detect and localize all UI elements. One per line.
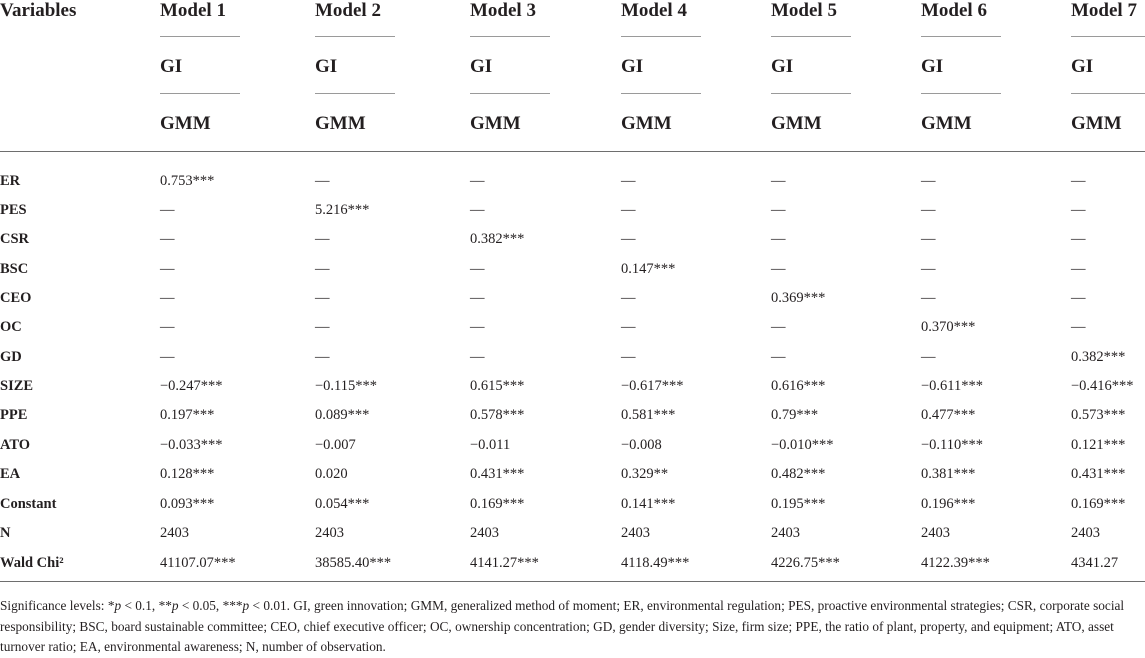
table-row [0, 170, 1145, 199]
table-row [0, 463, 1145, 492]
table-cell: 0.329** [621, 466, 669, 482]
header-divider [470, 36, 550, 37]
table-cell: 0.128*** [160, 466, 215, 482]
table-cell: — [470, 261, 485, 277]
footnote-text: < 0.05, [178, 598, 223, 613]
table-cell: — [1071, 231, 1086, 247]
table-cell: — [1071, 319, 1086, 335]
table-cell: 0.615*** [470, 378, 525, 394]
table-row [0, 258, 1145, 287]
table-footnote [0, 596, 1145, 658]
table-cell: 4118.49*** [621, 555, 690, 571]
table-cell: — [315, 231, 330, 247]
table-cell: — [921, 231, 936, 247]
table-cell: 0.197*** [160, 407, 215, 423]
table-cell: −0.115*** [315, 378, 378, 394]
footnote-symbol: ** [158, 598, 172, 613]
table-row [0, 375, 1145, 404]
table-cell: 0.753*** [160, 173, 215, 189]
table-cell: 0.382*** [470, 231, 525, 247]
header-divider [1071, 36, 1145, 37]
table-cell: 0.121*** [1071, 437, 1126, 453]
table-cell: 0.147*** [621, 261, 676, 277]
table-row [0, 434, 1145, 463]
dependent-variable: GI [621, 56, 644, 77]
table-cell: — [771, 349, 786, 365]
table-cell: −0.247*** [160, 378, 223, 394]
dependent-variable: GI [771, 56, 794, 77]
table-bottom-rule [0, 581, 1145, 582]
table-cell: 2403 [470, 525, 499, 541]
footnote-text: < 0.01. GI, green innovation; GMM, generalized method of moment; ER, environmental regulation; PES, proactive environmental strategies; CSR, corporate social responsibility; BSC, board sustainable committee; CEO, chief executive officer; OC, ownership concentration; GD, gender diversity; Size, firm size; PPE, the ratio of plant, property, and equipment; ATO, asset turnover ratio; EA, environmental awareness; N, number of observation. [0, 598, 1125, 654]
table-row [0, 228, 1145, 257]
table-cell: 0.382*** [1071, 349, 1126, 365]
row-label: PPE [0, 407, 28, 423]
table-cell: — [160, 261, 175, 277]
table-cell: 2403 [921, 525, 950, 541]
table-cell: −0.008 [621, 437, 662, 453]
table-row [0, 552, 1145, 581]
table-cell: — [621, 231, 636, 247]
table-cell: — [621, 319, 636, 335]
table-cell: 4141.27*** [470, 555, 539, 571]
table-cell: — [315, 349, 330, 365]
row-label: N [0, 525, 11, 541]
table-cell: 2403 [315, 525, 344, 541]
table-row [0, 199, 1145, 228]
variables-header: Variables [0, 0, 77, 21]
table-row [0, 404, 1145, 433]
table-cell: 0.196*** [921, 496, 976, 512]
header-divider [315, 93, 395, 94]
model-name: Model 7 [1071, 0, 1137, 21]
header-divider [315, 36, 395, 37]
table-cell: 0.020 [315, 466, 348, 482]
row-label: ER [0, 173, 21, 189]
table-cell: — [160, 290, 175, 306]
table-cell: 41107.07*** [160, 555, 236, 571]
table-cell: 0.477*** [921, 407, 976, 423]
estimation-method: GMM [160, 113, 211, 134]
table-cell: 2403 [160, 525, 189, 541]
row-label: ATO [0, 437, 31, 453]
dependent-variable: GI [315, 56, 338, 77]
table-cell: — [1071, 261, 1086, 277]
footnote-text: < 0.1, [121, 598, 159, 613]
model-name: Model 1 [160, 0, 226, 21]
table-cell: — [315, 261, 330, 277]
table-cell: — [160, 349, 175, 365]
row-label: BSC [0, 261, 29, 277]
model-name: Model 2 [315, 0, 381, 21]
model-name: Model 6 [921, 0, 987, 21]
table-cell: −0.033*** [160, 437, 223, 453]
table-cell: — [621, 173, 636, 189]
table-cell: — [315, 290, 330, 306]
table-cell: −0.110*** [921, 437, 984, 453]
footnote-symbol: *** [222, 598, 243, 613]
table-cell: 0.616*** [771, 378, 826, 394]
table-cell: — [1071, 290, 1086, 306]
table-cell: 0.093*** [160, 496, 215, 512]
header-divider [771, 93, 851, 94]
table-cell: — [1071, 202, 1086, 218]
table-cell: 2403 [621, 525, 650, 541]
footnote-symbol: * [107, 598, 115, 613]
table-cell: — [771, 319, 786, 335]
footnote-prefix: Significance levels: [0, 598, 108, 613]
table-cell: 0.169*** [1071, 496, 1126, 512]
table-row [0, 346, 1145, 375]
header-divider [921, 36, 1001, 37]
header-divider [1071, 93, 1145, 94]
table-cell: 0.370*** [921, 319, 976, 335]
estimation-method: GMM [621, 113, 672, 134]
row-label: EA [0, 466, 21, 482]
table-cell: 0.381*** [921, 466, 976, 482]
table-cell: 5.216*** [315, 202, 370, 218]
table-cell: — [771, 261, 786, 277]
row-label: OC [0, 319, 22, 335]
table-cell: — [470, 349, 485, 365]
table-cell: −0.611*** [921, 378, 984, 394]
dependent-variable: GI [921, 56, 944, 77]
table-cell: — [160, 231, 175, 247]
model-name: Model 4 [621, 0, 687, 21]
table-cell: 0.141*** [621, 496, 676, 512]
table-cell: 0.054*** [315, 496, 370, 512]
table-cell: −0.010*** [771, 437, 834, 453]
table-cell: −0.007 [315, 437, 356, 453]
table-cell: 0.195*** [771, 496, 826, 512]
table-cell: 0.581*** [621, 407, 676, 423]
model-name: Model 3 [470, 0, 536, 21]
estimation-method: GMM [921, 113, 972, 134]
table-header-rule [0, 151, 1145, 152]
table-cell: — [470, 202, 485, 218]
header-divider [921, 93, 1001, 94]
table-cell: — [470, 290, 485, 306]
row-label: GD [0, 349, 22, 365]
header-divider [470, 93, 550, 94]
estimation-method: GMM [1071, 113, 1122, 134]
header-divider [621, 36, 701, 37]
table-cell: — [621, 349, 636, 365]
row-label: Constant [0, 496, 57, 512]
table-cell: — [470, 173, 485, 189]
table-row [0, 493, 1145, 522]
table-cell: 0.169*** [470, 496, 525, 512]
table-cell: 0.089*** [315, 407, 370, 423]
table-cell: 38585.40*** [315, 555, 392, 571]
table-cell: 0.482*** [771, 466, 826, 482]
header-divider [160, 93, 240, 94]
model-name: Model 5 [771, 0, 837, 21]
table-cell: — [621, 290, 636, 306]
table-cell: — [921, 202, 936, 218]
table-cell: — [315, 173, 330, 189]
table-cell: — [160, 319, 175, 335]
estimation-method: GMM [771, 113, 822, 134]
table-cell: 0.431*** [470, 466, 525, 482]
table-cell: — [1071, 173, 1086, 189]
dependent-variable: GI [470, 56, 493, 77]
dependent-variable: GI [160, 56, 183, 77]
table-cell: 4341.27 [1071, 555, 1119, 571]
row-label: SIZE [0, 378, 34, 394]
table-cell: 0.79*** [771, 407, 819, 423]
table-cell: 2403 [771, 525, 800, 541]
table-cell: 0.369*** [771, 290, 826, 306]
table-cell: — [921, 173, 936, 189]
table-cell: — [921, 349, 936, 365]
footnote-p: p [114, 598, 122, 613]
table-cell: −0.617*** [621, 378, 684, 394]
table-cell: 0.573*** [1071, 407, 1126, 423]
header-divider [160, 36, 240, 37]
table-cell: 4226.75*** [771, 555, 840, 571]
table-cell: — [621, 202, 636, 218]
row-label: CEO [0, 290, 32, 306]
table-cell: — [921, 290, 936, 306]
table-cell: — [771, 202, 786, 218]
table-cell: 0.431*** [1071, 466, 1126, 482]
estimation-method: GMM [315, 113, 366, 134]
row-label: PES [0, 202, 27, 218]
table-row [0, 316, 1145, 345]
header-divider [771, 36, 851, 37]
table-cell: 0.578*** [470, 407, 525, 423]
table-cell: 2403 [1071, 525, 1100, 541]
estimation-method: GMM [470, 113, 521, 134]
table-row [0, 522, 1145, 551]
dependent-variable: GI [1071, 56, 1094, 77]
row-label: CSR [0, 231, 30, 247]
table-cell: — [315, 319, 330, 335]
footnote-p: p [171, 598, 179, 613]
table-cell: — [771, 173, 786, 189]
table-cell: — [160, 202, 175, 218]
table-cell: −0.011 [470, 437, 511, 453]
table-cell: — [470, 319, 485, 335]
table-cell: −0.416*** [1071, 378, 1134, 394]
row-label: Wald Chi² [0, 555, 64, 571]
table-cell: — [771, 231, 786, 247]
footnote-p: p [242, 598, 250, 613]
table-cell: — [921, 261, 936, 277]
table-cell: 4122.39*** [921, 555, 990, 571]
header-divider [621, 93, 701, 94]
table-row [0, 287, 1145, 316]
